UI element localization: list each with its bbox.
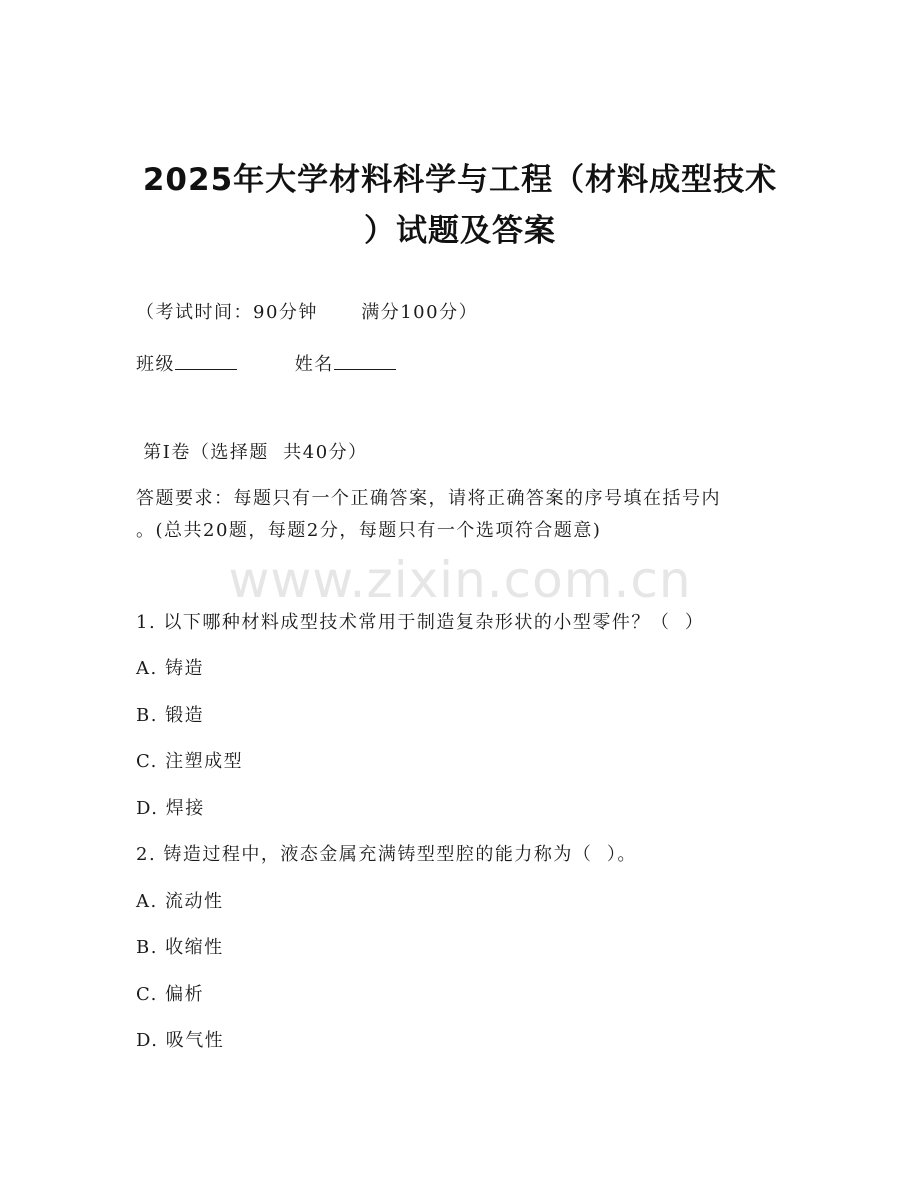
question-1-option-a: A. 铸造: [136, 658, 204, 679]
student-info-row: [136, 349, 396, 378]
document-title-line-2: ）试题及答案: [364, 213, 556, 249]
question-1-option-b: B. 锻造: [136, 705, 205, 726]
section-heading: 第I卷（选择题 共40分）: [136, 442, 368, 463]
question-2-option-c: C. 偏析: [136, 984, 205, 1005]
document-title-line-1: 2025年大学材料科学与工程（材料成型技术: [142, 162, 778, 198]
instruction-line-1: 答题要求：每题只有一个正确答案，请将正确答案的序号填在括号内: [136, 488, 721, 509]
question-2-option-a: A. 流动性: [136, 891, 224, 912]
class-label: 班级: [136, 354, 175, 375]
question-1-option-d: D. 焊接: [136, 798, 205, 819]
question-1-option-c: C. 注塑成型: [136, 751, 244, 772]
question-2-option-d: D. 吸气性: [136, 1030, 225, 1051]
question-2-stem: 2. 铸造过程中，液态金属充满铸型型腔的能力称为（ ）。: [136, 844, 637, 865]
name-label: 姓名: [294, 354, 334, 375]
question-2-option-b: B. 收缩性: [136, 937, 224, 958]
name-blank: [334, 349, 396, 370]
exam-time-info: （考试时间：90分钟 满分100分）: [136, 302, 479, 323]
instruction-line-2: 。(总共20题，每题2分，每题只有一个选项符合题意): [136, 520, 602, 541]
class-blank: [175, 349, 237, 370]
question-1-stem: 1. 以下哪种材料成型技术常用于制造复杂形状的小型零件？（ ）: [136, 612, 705, 633]
watermark: www.zixin.com.cn: [228, 551, 692, 609]
